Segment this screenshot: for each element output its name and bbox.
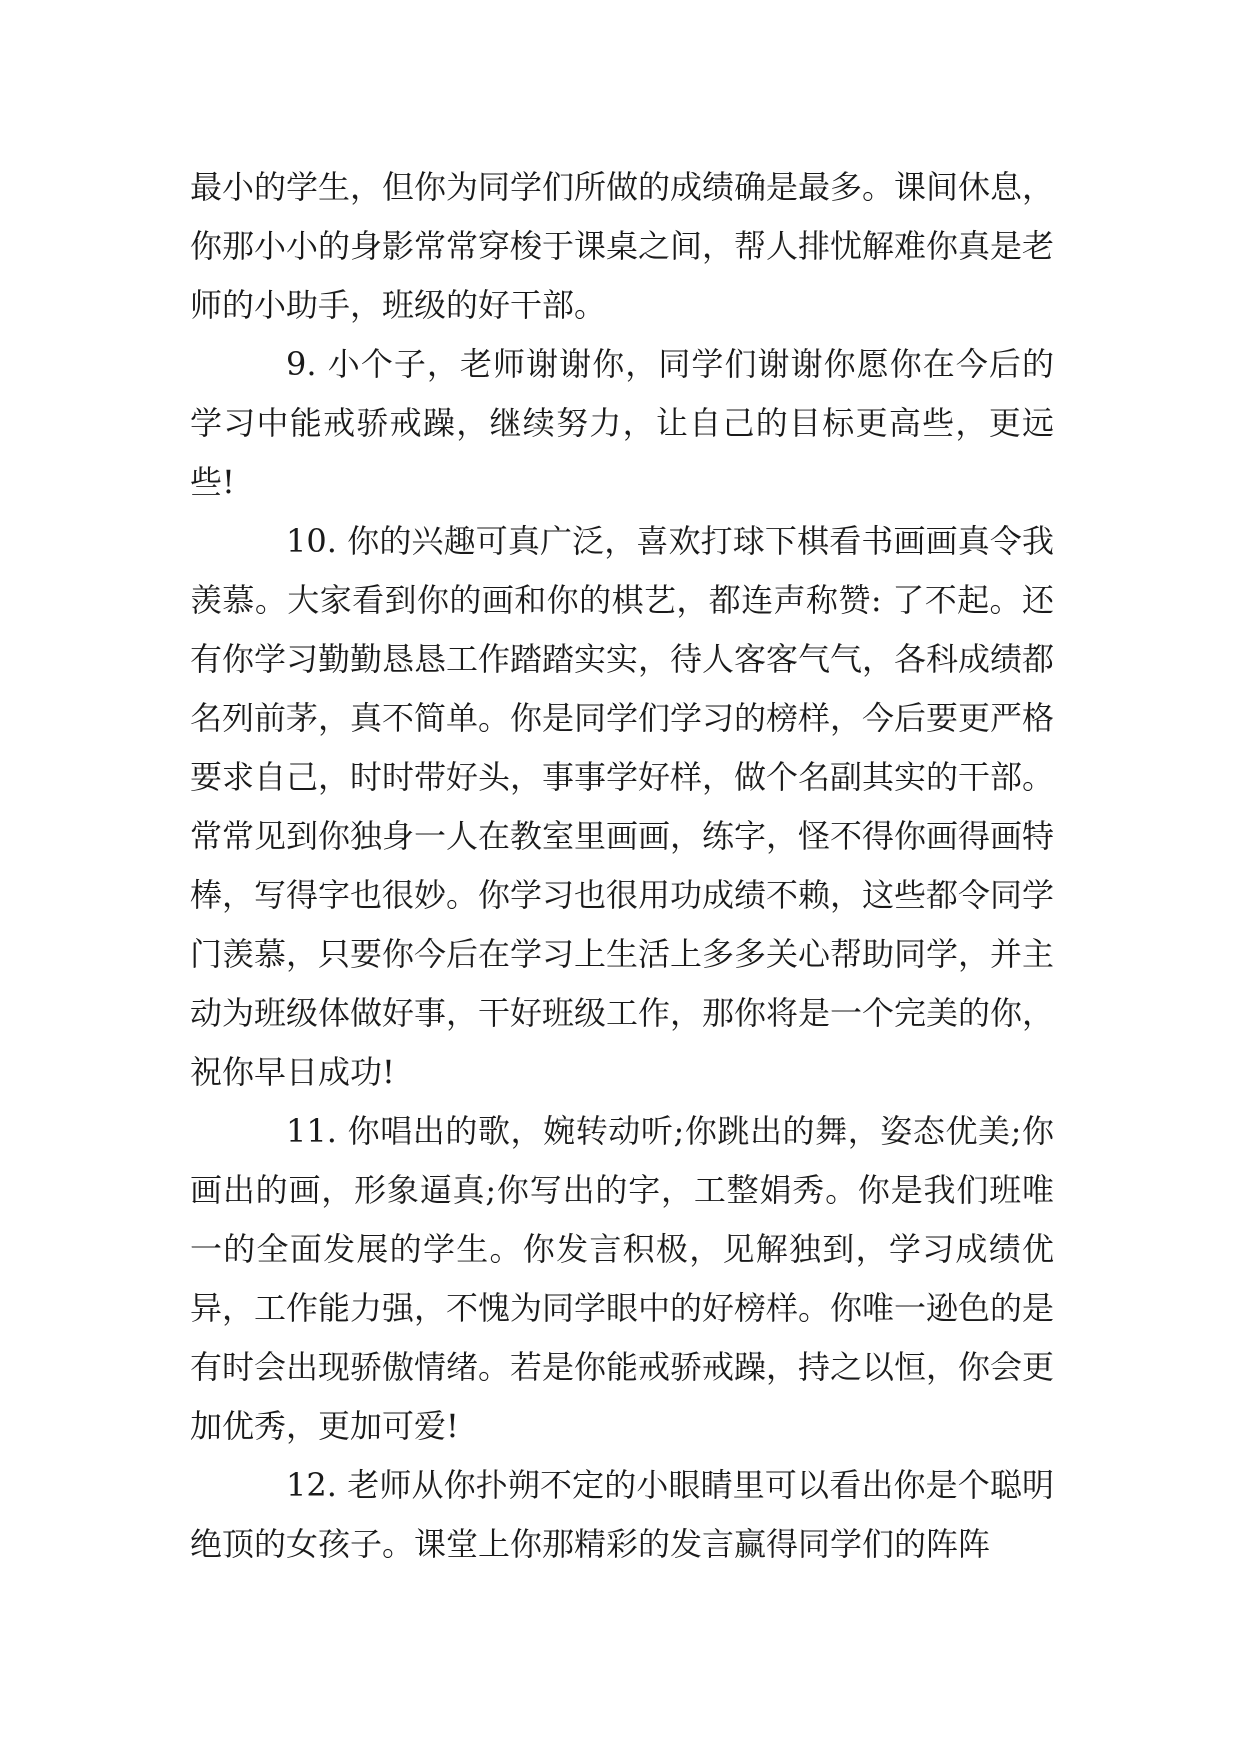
paragraph-continuation: 最小的学生，但你为同学们所做的成绩确是最多。课间休息，你那小小的身影常常穿梭于课桌之间，帮人排忧解难你真是老师的小助手，班级的好干部。 <box>190 168 1055 324</box>
paragraph-item-10: 10. 你的兴趣可真广泛，喜欢打球下棋看书画画真令我羡慕。大家看到你的画和你的棋艺，都连声称赞: 了不起。还有你学习勤勤恳恳工作踏踏实实，待人客客气气，各科成绩都名列前茅，真不简单。你是同学们学习的榜样，今后要更严格要求自己，时时带好头，事事学好样，做个名副其实的干部。常常见到你独身一人在教室里画画，练字，怪不得你画得画特棒，写得字也很妙。你学习也很用功成绩不赖，这些都令同学门羡慕，只要你今后在学习上生活上多多关心帮助同学，并主动为班级体做好事，干好班级工作，那你将是一个完美的你，祝你早日成功! <box>190 522 1055 1091</box>
paragraph-item-9: 9. 小个子，老师谢谢你，同学们谢谢你愿你在今后的学习中能戒骄戒躁，继续努力，让自己的目标更高些，更远些! <box>190 345 1054 501</box>
paragraph-item-12: 12. 老师从你扑朔不定的小眼睛里可以看出你是个聪明绝顶的女孩子。课堂上你那精彩的发言赢得同学们的阵阵 <box>190 1466 1054 1563</box>
paragraph-item-11: 11. 你唱出的歌，婉转动听;你跳出的舞，姿态优美;你画出的画，形象逼真;你写出的字，工整娟秀。你是我们班唯一的全面发展的学生。你发言积极，见解独到，学习成绩优异，工作能力强，不愧为同学眼中的好榜样。你唯一逊色的是有时会出现骄傲情绪。若是你能戒骄戒躁，持之以恒，你会更加优秀，更加可爱! <box>190 1112 1055 1445</box>
document-body <box>190 158 1054 1574</box>
